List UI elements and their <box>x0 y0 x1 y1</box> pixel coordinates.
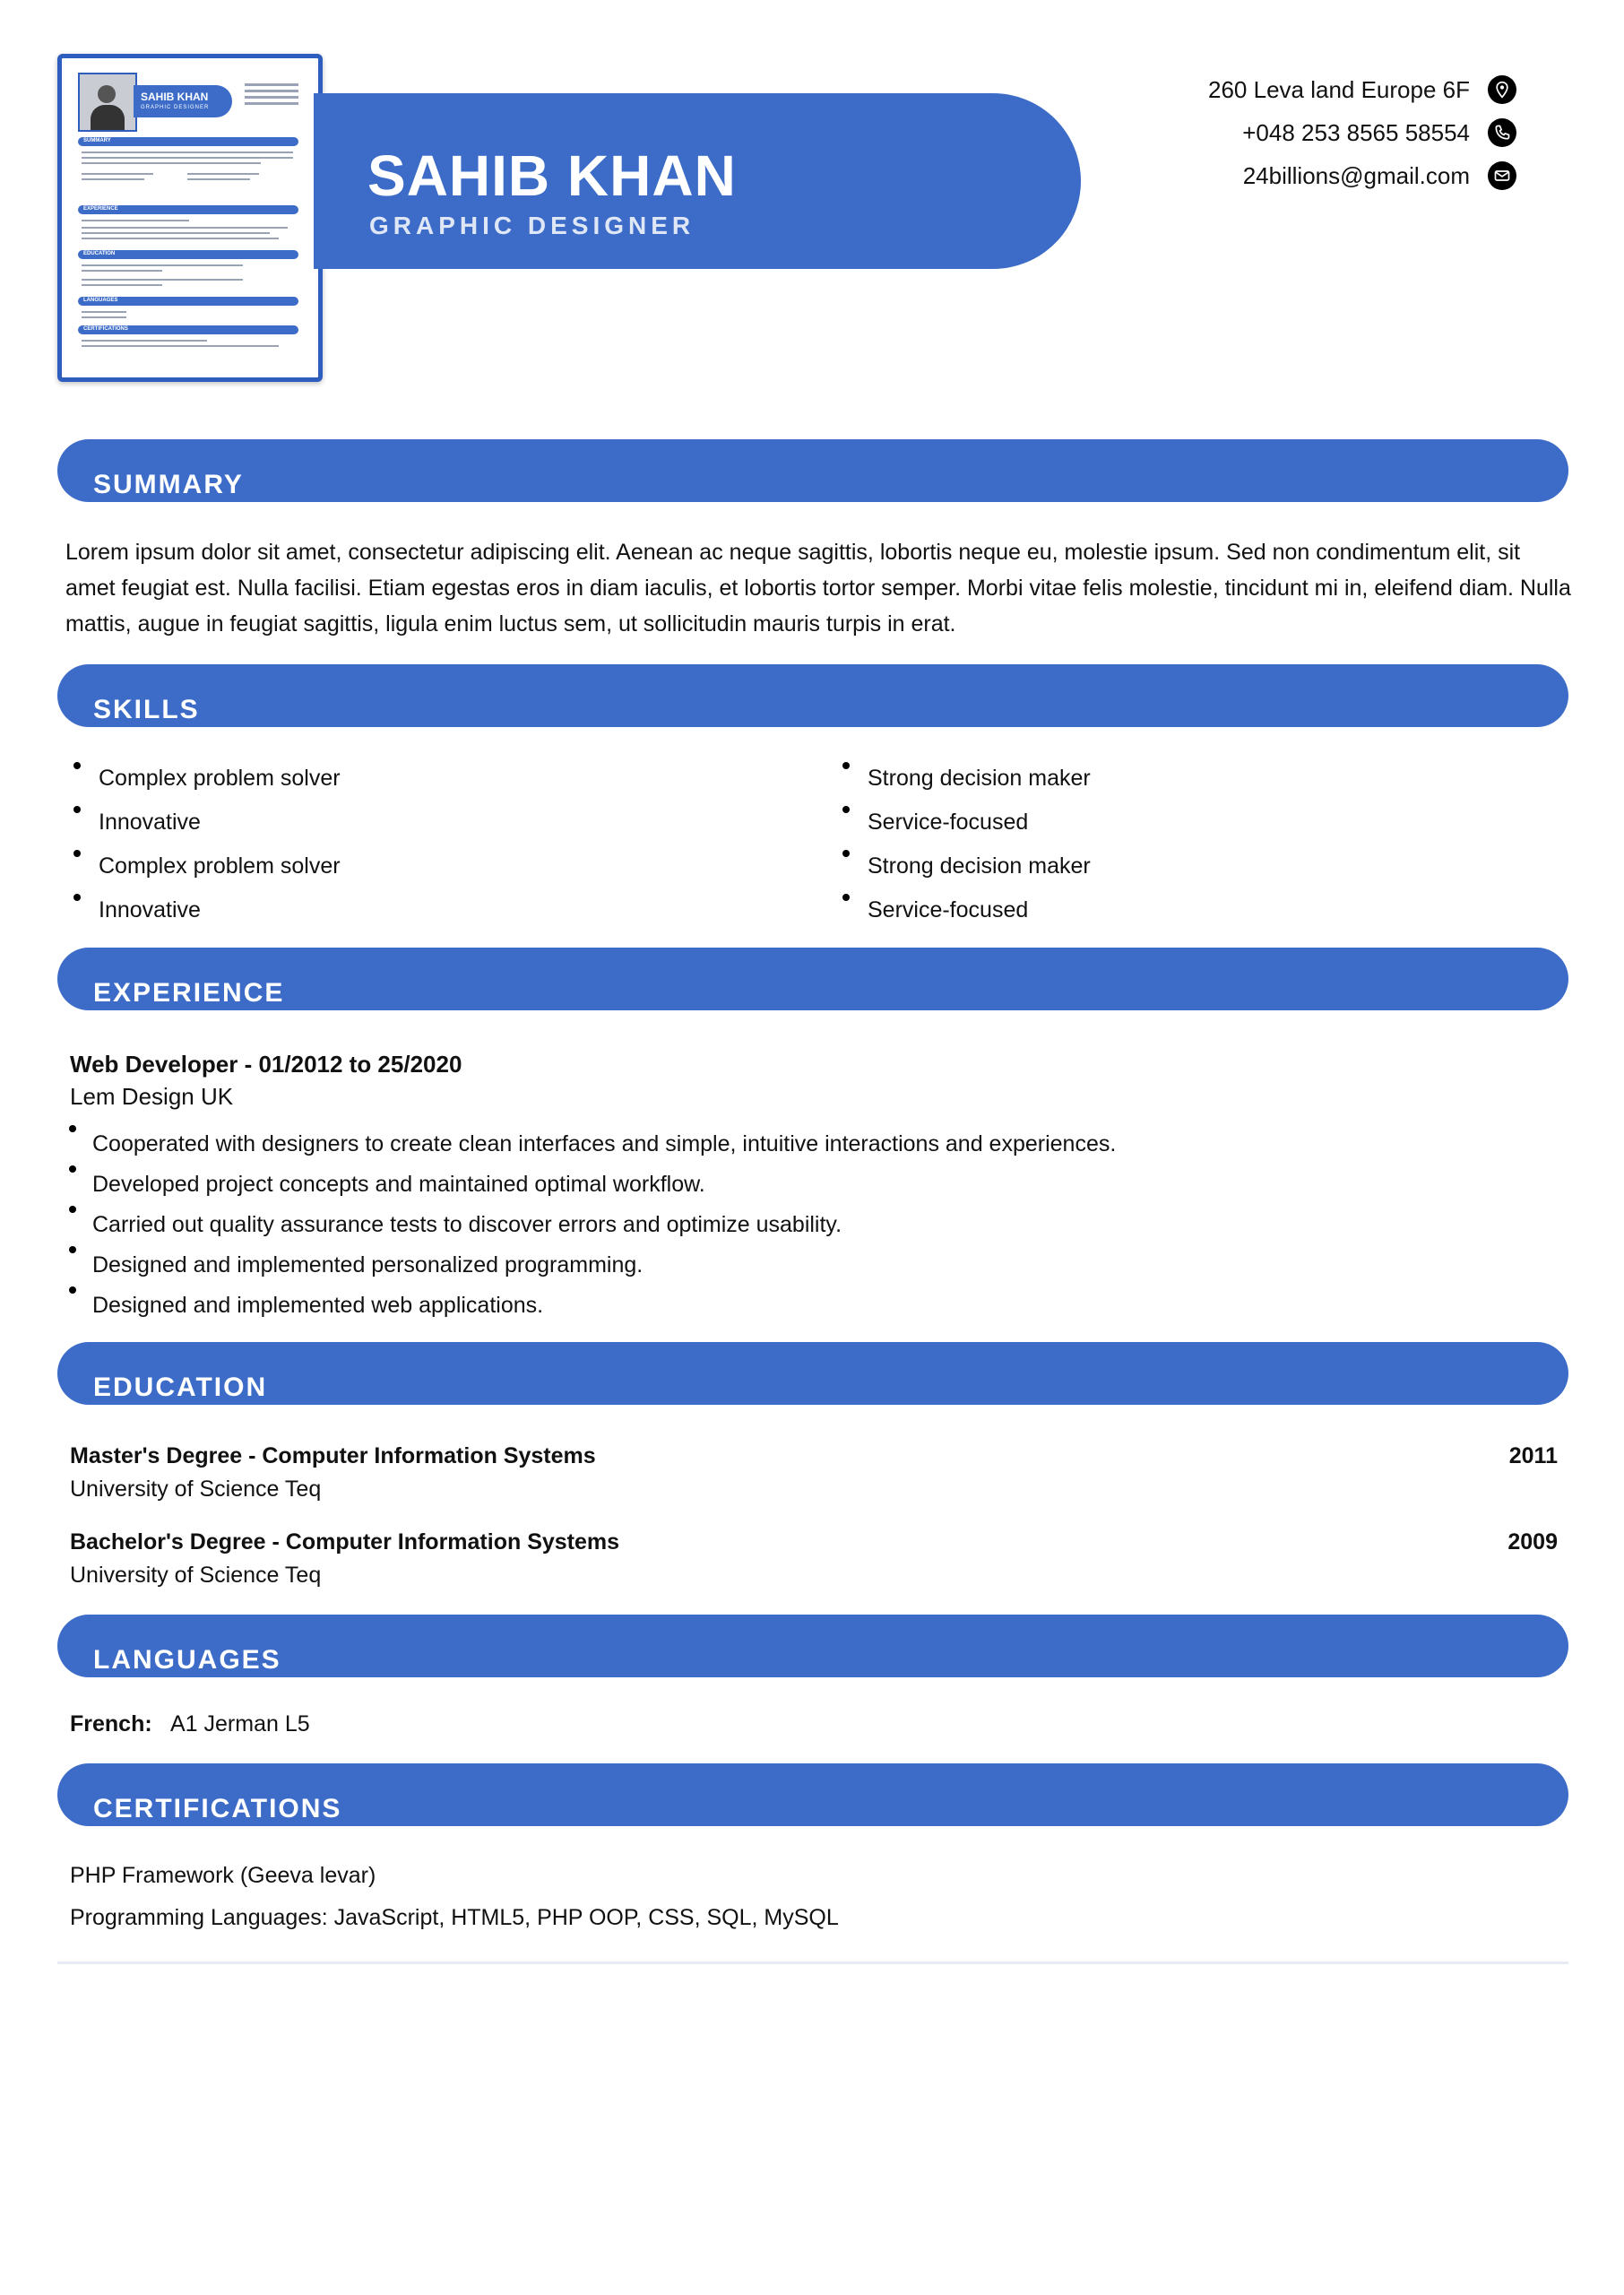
address-text: 260 Leva land Europe 6F <box>1208 75 1470 103</box>
phone-icon <box>1488 118 1516 147</box>
phone-text: +048 253 8565 58554 <box>1242 118 1470 146</box>
thumbnail-photo <box>78 73 137 132</box>
duty-item: Designed and implemented web applications. <box>92 1293 544 1318</box>
bullet <box>73 762 81 769</box>
certification-item: Programming Languages: JavaScript, HTML5, PHP OOP, CSS, SQL, MySQL <box>70 1905 839 1930</box>
education-school: University of Science Teq <box>70 1563 322 1588</box>
email-text: 24billions@gmail.com <box>1242 161 1470 189</box>
duty-item: Designed and implemented personalized programming. <box>92 1252 644 1277</box>
skill-item: Complex problem solver <box>99 766 341 791</box>
bullet <box>842 894 850 901</box>
skills-heading: SKILLS <box>93 695 200 724</box>
bullet <box>69 1206 76 1213</box>
languages-heading: LANGUAGES <box>93 1645 281 1675</box>
languages-section-header <box>57 1615 1568 1677</box>
bullet <box>69 1125 76 1132</box>
certification-item: PHP Framework (Geeva levar) <box>70 1863 376 1888</box>
education-heading: EDUCATION <box>93 1373 268 1402</box>
bullet <box>69 1246 76 1253</box>
thumbnail-name: SAHIB KHAN <box>141 91 209 103</box>
certifications-heading: CERTIFICATIONS <box>93 1794 342 1823</box>
education-year: 2009 <box>1507 1529 1558 1555</box>
language-value: A1 Jerman L5 <box>170 1711 310 1736</box>
summary-text: Lorem ipsum dolor sit amet, consectetur adipiscing elit. Aenean ac neque sagittis, lobortis neque eu, molestie ipsum. Sed non condimentum elit, sit amet feugiat est. Nulla facilisi. Etiam egestas eros in diam iaculis, et lobortis tortor semper. Morbi vitae felis molestie, tincidunt mi in, eleifend diam. Nulla mattis, augue in feugiat sagittis, ligula enim luctus sem, ut sollicitudin mauris turpis in erat. <box>65 540 1571 637</box>
duty-item: Developed project concepts and maintained optimal workflow. <box>92 1172 705 1197</box>
skills-section-header <box>57 664 1568 727</box>
thumbnail-contact <box>245 80 298 108</box>
candidate-title: GRAPHIC DESIGNER <box>369 212 695 239</box>
resume-thumbnail <box>57 54 323 382</box>
contact-address <box>1208 75 1516 104</box>
job-title: Web Developer - 01/2012 to 25/2020 <box>70 1051 462 1078</box>
skill-item: Complex problem solver <box>99 853 341 879</box>
experience-section-header <box>57 948 1568 1010</box>
education-degree: Bachelor's Degree - Computer Information Systems <box>70 1529 620 1555</box>
thumbnail-section-bar: LANGUAGES <box>78 297 298 306</box>
education-school: University of Science Teq <box>70 1477 322 1502</box>
skill-item: Innovative <box>99 810 201 835</box>
location-pin-icon <box>1488 75 1516 104</box>
footer-divider <box>57 1962 1568 1964</box>
contact-email <box>1243 161 1516 190</box>
duty-item: Cooperated with designers to create clean interfaces and simple, intuitive interactions and experiences. <box>92 1131 1117 1156</box>
bullet <box>842 806 850 813</box>
bullet <box>69 1165 76 1173</box>
thumbnail-section-bar: SUMMARY <box>78 137 298 146</box>
bullet <box>73 850 81 857</box>
candidate-name: SAHIB KHAN <box>367 143 737 208</box>
summary-heading: SUMMARY <box>93 470 244 499</box>
summary-section-header <box>57 439 1568 502</box>
skill-item: Strong decision maker <box>868 853 1091 879</box>
skill-item: Service-focused <box>868 810 1029 835</box>
education-section-header <box>57 1342 1568 1405</box>
bullet <box>73 894 81 901</box>
education-year: 2011 <box>1508 1443 1558 1468</box>
education-degree: Master's Degree - Computer Information Systems <box>70 1443 596 1468</box>
bullet <box>73 806 81 813</box>
duty-item: Carried out quality assurance tests to discover errors and optimize usability. <box>92 1212 842 1237</box>
bullet <box>842 762 850 769</box>
job-company: Lem Design UK <box>70 1083 234 1110</box>
experience-heading: EXPERIENCE <box>93 978 285 1008</box>
thumbnail-section-bar: EXPERIENCE <box>78 205 298 214</box>
bullet <box>842 850 850 857</box>
thumbnail-section-bar: CERTIFICATIONS <box>78 325 298 334</box>
thumbnail-title: GRAPHIC DESIGNER <box>141 105 210 110</box>
language-label: French: <box>70 1711 152 1736</box>
skill-item: Innovative <box>99 897 201 922</box>
thumbnail-section-bar: EDUCATION <box>78 250 298 259</box>
envelope-icon <box>1488 161 1516 190</box>
certifications-section-header <box>57 1763 1568 1826</box>
skill-item: Strong decision maker <box>868 766 1091 791</box>
bullet <box>69 1286 76 1294</box>
contact-phone <box>1242 118 1516 147</box>
skill-item: Service-focused <box>868 897 1029 922</box>
